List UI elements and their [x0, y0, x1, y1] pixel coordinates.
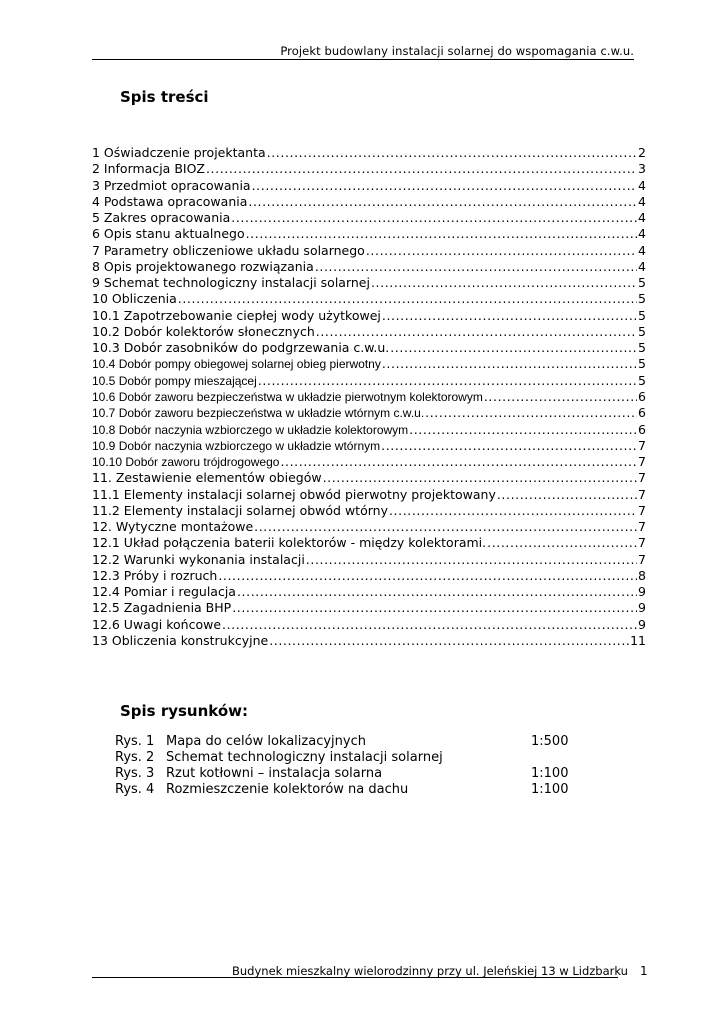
toc-leader-dots	[487, 535, 637, 551]
toc-entry-text: 10.8 Dobór naczynia wzbiorczego w układzie kolektorowym	[92, 422, 409, 437]
toc-entry-text: 10.4 Dobór pompy obiegowej solarnej obieg pierwotny	[92, 357, 381, 372]
figure-caption: Mapa do celów lokalizacyjnych	[166, 734, 366, 749]
toc-leader-dots	[382, 308, 637, 324]
toc-leader-dots	[484, 389, 637, 405]
toc-leader-dots	[381, 438, 637, 454]
toc-entry[interactable]	[92, 487, 646, 503]
toc-entry-page: 6	[638, 388, 646, 404]
toc-entry-page: 4	[638, 177, 646, 193]
toc-leader-dots	[390, 340, 637, 356]
toc-entry-page: 7	[638, 454, 646, 470]
toc-entry-page: 9	[638, 600, 646, 616]
figure-list	[115, 734, 595, 798]
toc-leader-dots	[497, 487, 637, 503]
toc-entry-text: 11.2 Elementy instalacji solarnej obwód wtórny	[92, 502, 388, 518]
figure-entry	[115, 750, 595, 766]
toc-entry[interactable]	[92, 340, 646, 356]
toc-leader-dots	[231, 210, 637, 226]
toc-entry-page: 9	[638, 584, 646, 600]
toc-leader-dots	[267, 145, 637, 161]
toc-entry[interactable]	[92, 178, 646, 194]
toc-entry-page: 4	[638, 242, 646, 258]
toc-entry-text: 9 Schemat technologiczny instalacji solarnej	[92, 275, 370, 291]
toc-entry-text: 8 Opis projektowanego rozwiązania	[92, 258, 314, 274]
toc-entry[interactable]	[92, 275, 646, 291]
toc-entry-page: 5	[638, 291, 646, 307]
toc-entry-text: 12.6 Uwagi końcowe	[92, 616, 222, 632]
toc-entry-text: 11. Zestawienie elementów obiegów	[92, 470, 322, 486]
toc-entry-text: 10.9 Dobór naczynia wzbiorczego w układzie wtórnym	[92, 438, 381, 453]
toc-entry-page: 7	[638, 502, 646, 518]
toc-entry[interactable]	[92, 470, 646, 486]
toc-leader-dots	[269, 633, 629, 649]
toc-entry-text: 12.2 Warunki wykonania instalacji	[92, 551, 305, 567]
toc-entry-page: 8	[638, 567, 646, 583]
toc-entry-text: 3 Przedmiot opracowania	[92, 177, 251, 193]
header-rule	[92, 59, 634, 60]
toc-entry-text: 1 Oświadczenie projektanta	[92, 145, 266, 160]
toc-leader-dots	[218, 568, 637, 584]
figure-caption: Rzut kotłowni – instalacja solarna	[166, 766, 383, 781]
figure-label: Rys. 3	[115, 766, 155, 781]
footer-rule	[92, 977, 618, 978]
toc-leader-dots	[323, 470, 637, 486]
toc-leader-dots	[254, 519, 637, 535]
toc-entry[interactable]	[92, 226, 646, 242]
toc-entry[interactable]	[92, 145, 646, 161]
toc-leader-dots	[237, 584, 637, 600]
toc-leader-dots	[382, 356, 637, 372]
toc-entry-page: 5	[638, 275, 646, 291]
toc-entry[interactable]	[92, 210, 646, 226]
toc-entry-page: 5	[638, 372, 646, 388]
figure-caption: Rozmieszczenie kolektorów na dachu	[166, 782, 409, 797]
figure-entry	[115, 766, 595, 782]
toc-title: Spis treści	[120, 88, 209, 106]
figure-scale: 1:500	[531, 734, 569, 749]
toc-entry[interactable]	[92, 389, 646, 405]
toc-leader-dots	[258, 373, 637, 389]
toc-leader-dots	[280, 454, 637, 470]
table-of-contents	[92, 145, 646, 649]
toc-entry-text: 10.5 Dobór pompy mieszającej	[92, 373, 257, 388]
toc-entry[interactable]	[92, 454, 646, 470]
toc-entry-text: 7 Parametry obliczeniowe układu solarnego	[92, 242, 365, 258]
toc-leader-dots	[252, 178, 637, 194]
figure-scale: 1:100	[531, 766, 569, 781]
toc-entry-page: 2	[638, 145, 646, 160]
toc-entry-page: 7	[638, 437, 646, 453]
toc-leader-dots	[316, 324, 637, 340]
toc-entry[interactable]	[92, 308, 646, 324]
toc-entry-text: 10.7 Dobór zaworu bezpieczeństwa w układzie wtórnym c.w.u.	[92, 406, 425, 421]
toc-entry-text: 12.4 Pomiar i regulacja	[92, 584, 236, 600]
toc-entry-text: 10 Obliczenia	[92, 291, 177, 307]
toc-entry[interactable]	[92, 373, 646, 389]
toc-leader-dots	[389, 503, 637, 519]
toc-leader-dots	[366, 243, 637, 259]
toc-entry[interactable]	[92, 633, 646, 649]
toc-entry-text: 12.3 Próby i rozruch	[92, 567, 218, 583]
toc-entry-text: 12.1 Układ połączenia baterii kolektorów - między kolektorami.	[92, 535, 487, 551]
toc-entry-text: 10.2 Dobór kolektorów słonecznych	[92, 323, 315, 339]
toc-entry-text: 10.10 Dobór zaworu trójdrogowego	[92, 455, 280, 470]
toc-entry-text: 2 Informacja BIOZ	[92, 161, 205, 177]
toc-entry[interactable]	[92, 291, 646, 307]
toc-entry[interactable]	[92, 617, 646, 633]
toc-entry[interactable]	[92, 503, 646, 519]
toc-entry-text: 10.3 Dobór zasobników do podgrzewania c.w.u.	[92, 340, 390, 356]
figure-label: Rys. 1	[115, 734, 155, 749]
toc-leader-dots	[425, 405, 637, 421]
toc-entry[interactable]	[92, 324, 646, 340]
page-footer: Budynek mieszkalny wielorodzinny przy ul. Jeleńskiej 13 w Lidzbarku	[232, 964, 628, 978]
toc-entry-page: 4	[638, 210, 646, 226]
toc-leader-dots	[222, 617, 637, 633]
toc-entry[interactable]	[92, 600, 646, 616]
toc-entry-text: 11.1 Elementy instalacji solarnej obwód pierwotny projektowany	[92, 486, 496, 502]
toc-leader-dots	[315, 259, 637, 275]
toc-leader-dots	[232, 600, 637, 616]
toc-entry[interactable]	[92, 568, 646, 584]
toc-entry-page: 5	[638, 323, 646, 339]
toc-entry-text: 12.5 Zagadnienia BHP	[92, 600, 232, 616]
toc-entry-page: 3	[638, 161, 646, 177]
toc-leader-dots	[371, 275, 637, 291]
toc-entry[interactable]	[92, 259, 646, 275]
toc-leader-dots	[206, 161, 637, 177]
figure-entry	[115, 734, 595, 750]
toc-entry-text: 12. Wytyczne montażowe	[92, 519, 254, 535]
toc-leader-dots	[409, 422, 637, 438]
toc-entry-page: 5	[638, 340, 646, 356]
toc-entry-text: 10.1 Zapotrzebowanie ciepłej wody użytkowej	[92, 307, 381, 323]
toc-leader-dots	[178, 291, 637, 307]
toc-entry[interactable]	[92, 422, 646, 438]
toc-entry-page: 11	[630, 632, 646, 648]
toc-entry[interactable]	[92, 552, 646, 568]
toc-entry-text: 6 Opis stanu aktualnego	[92, 226, 245, 242]
figure-label: Rys. 2	[115, 750, 155, 765]
figure-entry	[115, 782, 595, 798]
toc-entry-page: 4	[638, 258, 646, 274]
toc-entry-text: 5 Zakres opracowania	[92, 210, 231, 226]
toc-entry-page: 7	[638, 519, 646, 535]
toc-entry[interactable]	[92, 161, 646, 177]
toc-entry[interactable]	[92, 243, 646, 259]
toc-entry[interactable]	[92, 405, 646, 421]
toc-entry-page: 6	[638, 405, 646, 421]
toc-entry-text: 4 Podstawa opracowania	[92, 193, 248, 209]
toc-entry[interactable]	[92, 519, 646, 535]
figures-title: Spis rysunków:	[120, 702, 249, 720]
toc-entry-page: 7	[638, 535, 646, 551]
toc-leader-dots	[246, 226, 637, 242]
toc-entry-text: 10.6 Dobór zaworu bezpieczeństwa w układzie pierwotnym kolektorowym	[92, 389, 483, 404]
toc-entry-page: 4	[638, 193, 646, 209]
figure-scale: 1:100	[531, 782, 569, 797]
figure-caption: Schemat technologiczny instalacji solarnej	[166, 750, 443, 765]
toc-entry-page: 9	[638, 616, 646, 632]
toc-entry-page: 4	[638, 226, 646, 242]
toc-entry-page: 5	[638, 356, 646, 372]
toc-leader-dots	[306, 552, 637, 568]
toc-entry[interactable]	[92, 584, 646, 600]
toc-entry-page: 5	[638, 307, 646, 323]
toc-entry-page: 7	[638, 486, 646, 502]
toc-entry-page: 7	[638, 470, 646, 486]
toc-entry-text: 13 Obliczenia konstrukcyjne	[92, 632, 269, 648]
toc-leader-dots	[248, 194, 637, 210]
toc-entry[interactable]	[92, 535, 646, 551]
toc-entry[interactable]	[92, 356, 646, 372]
figure-label: Rys. 4	[115, 782, 155, 797]
toc-entry[interactable]	[92, 438, 646, 454]
toc-entry-page: 7	[638, 551, 646, 567]
page-header: Projekt budowlany instalacji solarnej do wspomagania c.w.u.	[280, 44, 634, 58]
toc-entry-page: 6	[638, 421, 646, 437]
toc-entry[interactable]	[92, 194, 646, 210]
page-number: 1	[640, 964, 648, 978]
